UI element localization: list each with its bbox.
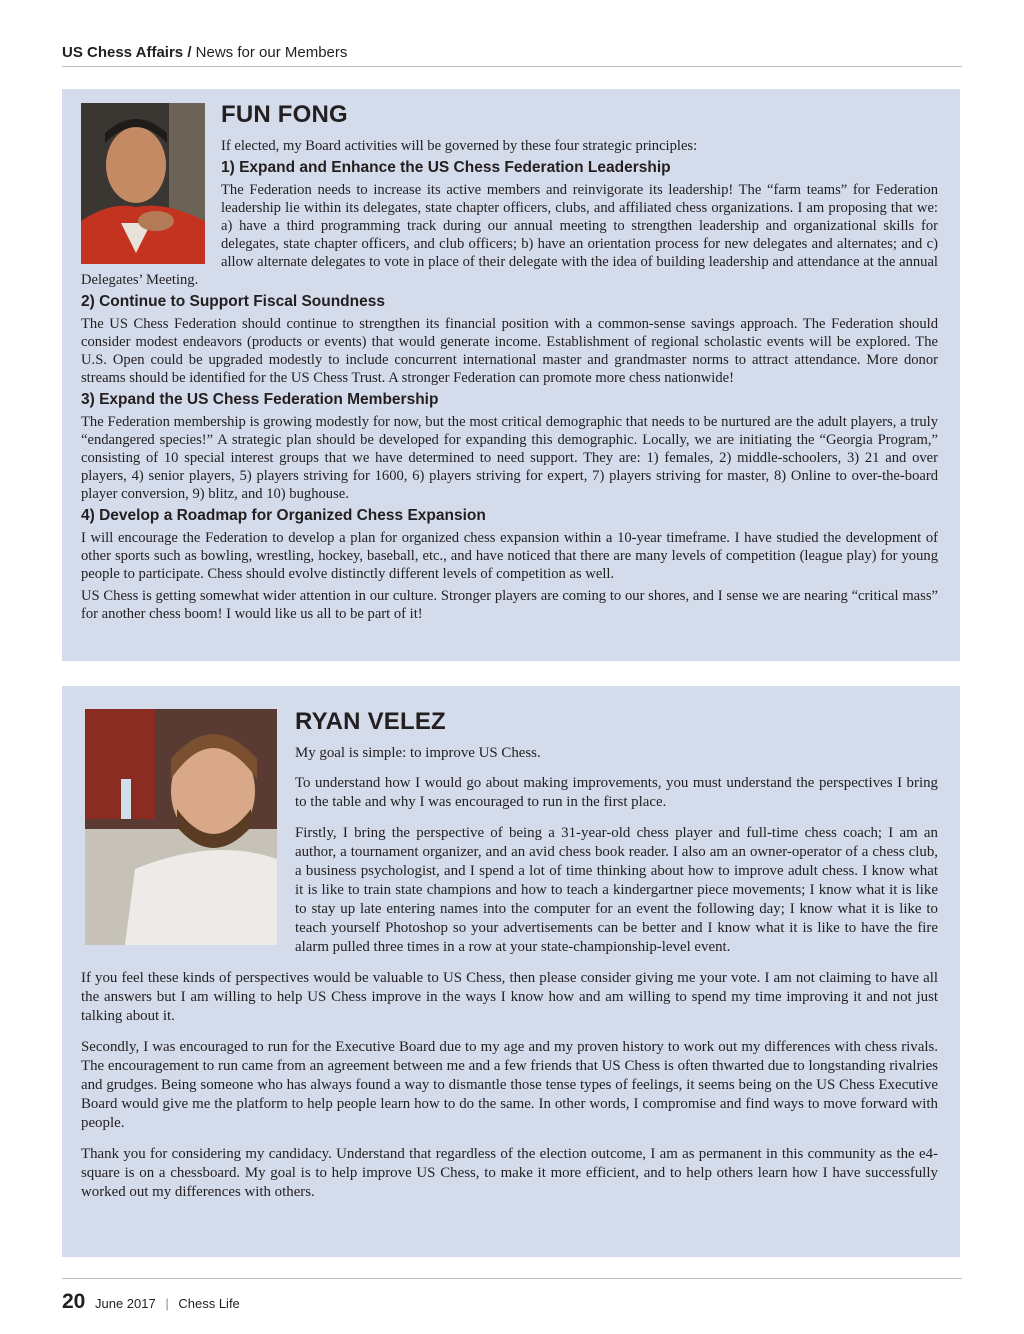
section-heading: 3) Expand the US Chess Federation Membership xyxy=(81,391,439,408)
body-paragraph: If you feel these kinds of perspectives would be valuable to US Chess, then please consider giving me your vote. I am not claiming to have all the answers but I am willing to help US Chess improve in the ways I know how and am willing to spend my time improving it and not just talking about it. xyxy=(81,970,938,1024)
candidate-intro: If elected, my Board activities will be governed by these four strategic principles: xyxy=(221,138,698,154)
body-paragraph: To understand how I would go about making improvements, you must understand the perspectives I bring to the table and why I was encouraged to run in the first place. xyxy=(295,775,938,810)
section-heading: 2) Continue to Support Fiscal Soundness xyxy=(81,293,385,310)
footer-divider xyxy=(62,1278,962,1279)
running-header xyxy=(62,44,962,67)
body-paragraph: Thank you for considering my candidacy. Understand that regardless of the election outcome, I am as permanent in this community as the e4-square is on a chessboard. My goal is to help improve US Chess, to make it more efficient, and to help others learn how I have successfully worked out my differences with others. xyxy=(81,1146,938,1200)
section-heading: 4) Develop a Roadmap for Organized Chess Expansion xyxy=(81,507,486,524)
section-text: The US Chess Federation should continue to strengthen its financial position with a common-sense savings approach. The Federation should consider modest endeavors (products or events) that would generate income. Establishment of regional scholastic events will be explored. The U.S. Open could be upgraded modestly to include concurrent international master and grandmaster norms to attract attendance. More donor streams should be identified for the US Chess Trust. A stronger Federation can promote more chess nationwide! xyxy=(81,316,938,386)
candidate-photo-ryan-velez xyxy=(85,709,277,945)
candidate-photo-fun-fong xyxy=(81,103,205,264)
page-footer xyxy=(62,1290,240,1314)
candidate-name: FUN FONG xyxy=(221,101,348,128)
candidate-panel-fun-fong xyxy=(62,89,960,661)
body-paragraph: My goal is simple: to improve US Chess. xyxy=(295,745,541,761)
footer-separator: | xyxy=(165,1296,169,1311)
page-number: 20 xyxy=(62,1290,86,1313)
candidate-panel-ryan-velez xyxy=(62,686,960,1257)
section-text: The Federation needs to increase its active members and reinvigorate its leadership! The “farm teams” for Federation leadership lie within its delegates, state chapter officers, clubs, and affiliated chess organizations. I am proposing that we: a) have a third programming track during our annual meeting to strengthen leadership and organizational skills for delegates, state chapter officers, and club officers; b) have an orientation process for new delegates and alternates; and c) allow alternate delegates to vote in place of their delegate with the idea of building leadership and attendance at the annual Delegates’ Meeting. xyxy=(81,182,938,288)
magazine-name: Chess Life xyxy=(178,1296,240,1311)
section-text: I will encourage the Federation to develop a plan for organized chess expansion within a 10-year timeframe. I have studied the development of other sports such as bowling, wrestling, hockey, baseball, etc., and have noticed that there are many levels of competition (league play) for young people to participate. Chess should evolve distinctly different levels of competition as well. xyxy=(81,530,938,582)
header-section: US Chess Affairs / xyxy=(62,44,192,61)
body-paragraph: Secondly, I was encouraged to run for the Executive Board due to my age and my proven history to work out my differences with chess rivals. The encouragement to run came from an agreement between me and a few friends that US Chess is often thwarted due to longstanding rivalries and grudges. Being someone who has always found a way to dismantle those tense types of feelings, it seems being on the US Chess Executive Board would give me the platform to help people learn how to do the same. In other words, I compromise and find ways to move forward with people. xyxy=(81,1039,938,1131)
section-heading: 1) Expand and Enhance the US Chess Federation Leadership xyxy=(221,159,671,176)
issue-date: June 2017 xyxy=(94,1296,156,1311)
header-subtitle: News for our Members xyxy=(195,44,348,61)
candidate-name: RYAN VELEZ xyxy=(295,708,446,735)
closing-paragraph: US Chess is getting somewhat wider attention in our culture. Stronger players are coming to our shores, and I sense we are nearing “critical mass” for another chess boom! I would like us all to be part of it! xyxy=(81,588,938,622)
section-text: The Federation membership is growing modestly for now, but the most critical demographic that needs to be nurtured are the adult players, a truly “endangered species!” A strategic plan should be developed for expanding this demographic. Locally, we are initiating the “Georgia Program,” consisting of 10 special interest groups that we have determined to need support. They are: 1) females, 2) middle-schoolers, 3) 21 and over players, 4) senior players, 5) players striving for 1600, 6) players striving for expert, 7) players striving for master, 8) Online to over-the-board player conversion, 9) blitz, and 10) bughouse. xyxy=(81,414,938,502)
body-paragraph: Firstly, I bring the perspective of being a 31-year-old chess player and full-time chess coach; I am an author, a tournament organizer, and an avid chess book reader. I also am an owner-operator of a chess club, a business psychologist, and I spend a lot of time thinking about how to improve adult chess. I know what it is like to train state champions and how to teach a kindergartner piece movements; I know what it is like to stay up late entering names into the computer for an event the following day; I know what it is like to teach yourself Photoshop so your advertisements can be better and I know what it is like to have the fire alarm pulled three times in a row at your state-championship-level event. xyxy=(295,825,938,955)
